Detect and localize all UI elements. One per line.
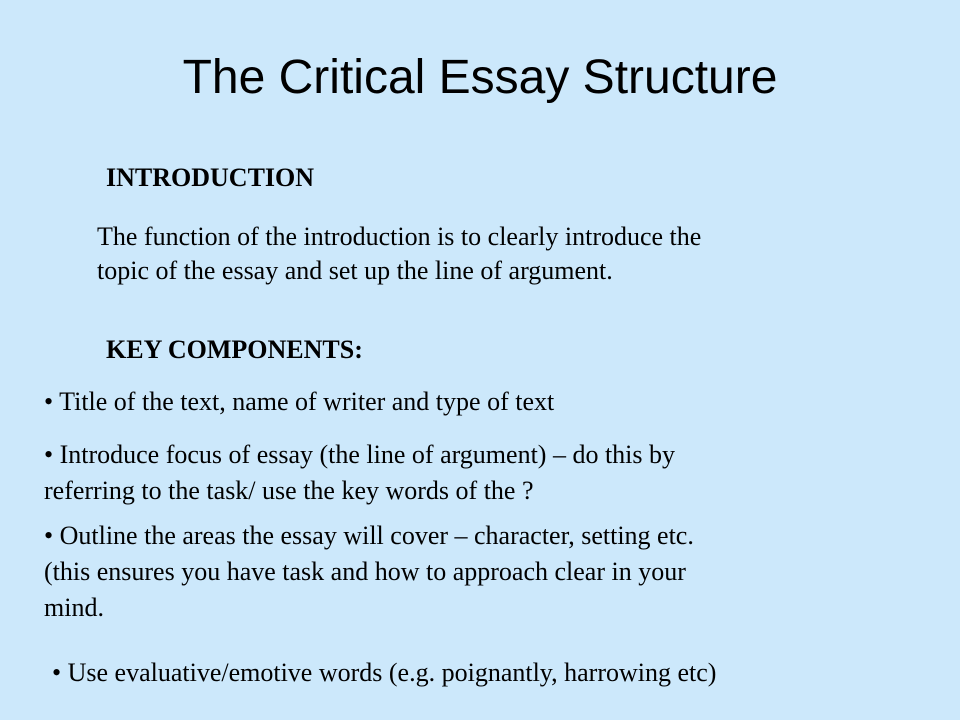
bullet-line: • Introduce focus of essay (the line of argument) – do this by	[44, 440, 676, 469]
bullet-item	[44, 384, 904, 420]
bullet-item	[52, 655, 932, 691]
bullet-line: • Outline the areas the essay will cover – character, setting etc.	[44, 521, 694, 550]
bullet-item	[44, 437, 904, 509]
slide-title: The Critical Essay Structure	[182, 51, 778, 104]
bullet-line: referring to the task/ use the key words of the ?	[44, 476, 534, 505]
bullet-line: • Title of the text, name of writer and type of text	[44, 387, 555, 416]
bullet-line: (this ensures you have task and how to approach clear in your	[44, 557, 686, 586]
bullet-line: mind.	[44, 593, 104, 622]
introduction-text	[97, 220, 857, 288]
introduction-text-line: The function of the introduction is to clearly introduce the	[97, 222, 702, 251]
key-components-heading: KEY COMPONENTS:	[106, 335, 363, 364]
introduction-heading: INTRODUCTION	[106, 163, 315, 192]
bullet-line: • Use evaluative/emotive words (e.g. poignantly, harrowing etc)	[52, 658, 717, 687]
bullet-item	[44, 518, 904, 626]
introduction-text-line: topic of the essay and set up the line of argument.	[97, 256, 613, 285]
